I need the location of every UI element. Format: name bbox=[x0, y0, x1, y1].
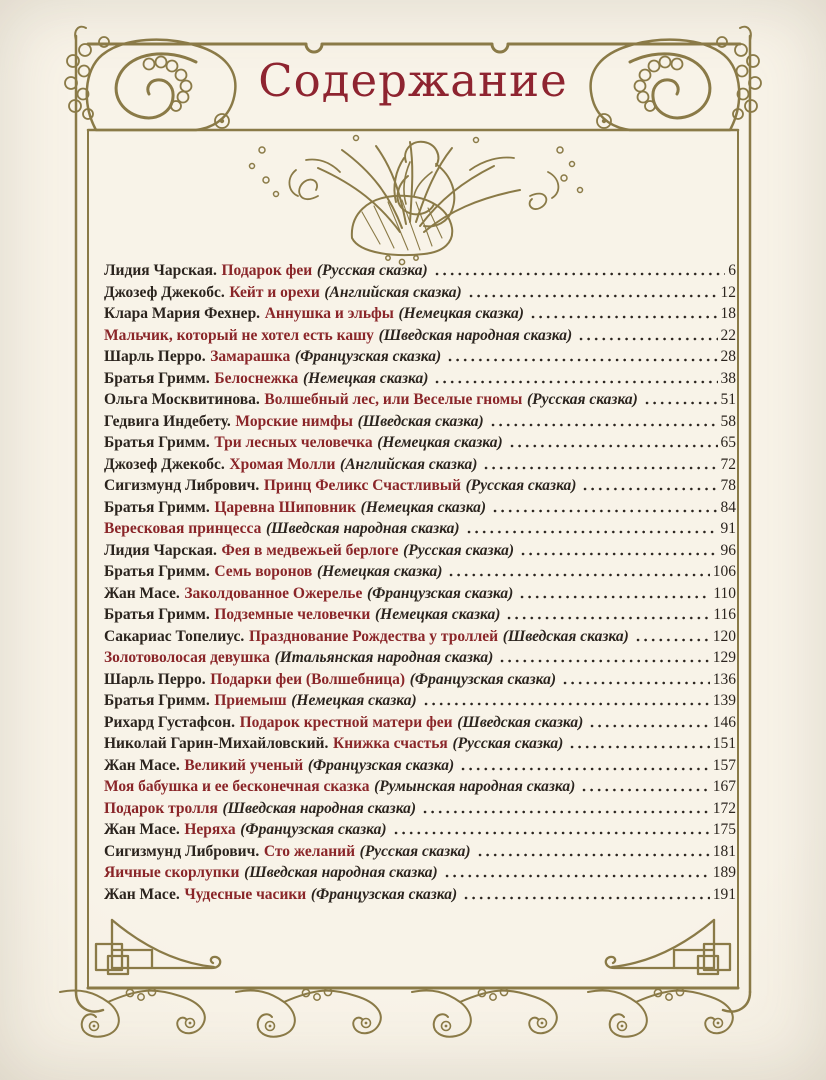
toc-entry-title: Аннушка и эльфы bbox=[264, 305, 394, 322]
toc-entry bbox=[104, 583, 736, 605]
dot-leader bbox=[424, 700, 710, 708]
toc-entry-author: Рихард Густафсон. bbox=[104, 713, 235, 731]
toc-entry-origin: (Румынская народная сказка) bbox=[374, 778, 576, 795]
dot-leader bbox=[394, 829, 710, 837]
toc-entry-origin: (Немецкая сказка) bbox=[398, 305, 524, 322]
toc-entry bbox=[104, 712, 736, 734]
toc-entry-page-number: 167 bbox=[712, 778, 736, 795]
toc-entry-origin: (Немецкая сказка) bbox=[375, 606, 501, 623]
toc-entry-title: Волшебный лес, или Веселые гномы bbox=[264, 391, 523, 408]
toc-entry-origin: (Шведская народная сказка) bbox=[222, 799, 417, 817]
toc-entry bbox=[104, 884, 736, 906]
toc-entry-author: Лидия Чарская. bbox=[104, 262, 217, 279]
toc-entry-page-number: 84 bbox=[720, 498, 736, 516]
toc-entry bbox=[104, 798, 736, 820]
toc-entry-title: Три лесных человечка bbox=[214, 434, 373, 451]
toc-entry-page-number: 151 bbox=[712, 735, 736, 752]
toc-entry-page-number: 136 bbox=[712, 670, 736, 688]
toc-entry-page-number: 96 bbox=[720, 541, 736, 559]
dot-leader bbox=[464, 894, 710, 902]
toc-entry bbox=[104, 626, 736, 648]
toc-entry-origin: (Немецкая сказка) bbox=[360, 498, 487, 516]
toc-entry bbox=[104, 776, 736, 798]
toc-entry bbox=[104, 260, 736, 282]
toc-entry-origin: (Немецкая сказка) bbox=[316, 563, 443, 580]
toc-entry-title: Фея в медвежьей берлоге bbox=[221, 541, 399, 559]
toc-entry-origin: (Английская сказка) bbox=[324, 283, 462, 301]
toc-entry-author: Жан Масе. bbox=[104, 756, 180, 774]
toc-entry-page-number: 146 bbox=[712, 713, 736, 731]
dot-leader bbox=[493, 507, 717, 515]
toc-entry-page-number: 91 bbox=[720, 520, 736, 537]
dot-leader bbox=[423, 808, 710, 816]
toc-entry-origin: (Русская сказка) bbox=[526, 391, 638, 408]
toc-entry bbox=[104, 282, 736, 304]
toc-entry-author: Джозеф Джекобс. bbox=[104, 283, 225, 301]
dot-leader bbox=[570, 743, 709, 751]
toc-entry bbox=[104, 733, 736, 755]
toc-entry-page-number: 116 bbox=[713, 606, 736, 623]
dot-leader bbox=[520, 593, 710, 601]
toc-entry-title: Мальчик, который не хотел есть кашу bbox=[104, 326, 374, 344]
dot-leader bbox=[521, 550, 718, 558]
toc-entry-origin: (Французская сказка) bbox=[294, 348, 442, 365]
toc-entry-author: Сигизмунд Либрович. bbox=[104, 477, 260, 494]
toc-entry-page-number: 157 bbox=[712, 756, 736, 774]
toc-entry-origin: (Русская сказка) bbox=[452, 735, 564, 752]
toc-entry-page-number: 22 bbox=[720, 326, 736, 344]
toc-entry bbox=[104, 475, 736, 497]
toc-entry-author: Жан Масе. bbox=[104, 821, 180, 838]
toc-entry-author: Гедвига Индебету. bbox=[104, 412, 231, 430]
toc-entry-title: Чудесные часики bbox=[184, 885, 307, 903]
toc-entry-author: Лидия Чарская. bbox=[104, 541, 217, 559]
toc-entry-page-number: 175 bbox=[712, 821, 736, 838]
toc-entry-origin: (Немецкая сказка) bbox=[302, 369, 429, 387]
toc-entry-author: Жан Масе. bbox=[104, 584, 180, 602]
toc-list bbox=[104, 260, 736, 905]
seated-fairy-illustration-icon bbox=[250, 136, 583, 265]
toc-entry-author: Братья Гримм. bbox=[104, 498, 210, 516]
dot-leader bbox=[507, 614, 710, 622]
toc-entry-page-number: 139 bbox=[712, 692, 736, 709]
toc-entry-page-number: 51 bbox=[720, 391, 736, 408]
toc-entry-origin: (Русская сказка) bbox=[403, 541, 514, 559]
dot-leader bbox=[500, 657, 709, 665]
toc-entry-title: Неряха bbox=[184, 821, 236, 838]
toc-entry-author: Николай Гарин-Михайловский. bbox=[104, 735, 329, 752]
dot-leader bbox=[491, 421, 718, 429]
dot-leader bbox=[449, 571, 709, 579]
toc-entry bbox=[104, 819, 736, 841]
toc-entry-page-number: 120 bbox=[712, 627, 736, 645]
toc-entry-title: Книжка счастья bbox=[333, 735, 448, 752]
toc-entry-origin: (Французская сказка) bbox=[240, 821, 387, 838]
toc-entry-author: Ольга Москвитинова. bbox=[104, 391, 260, 408]
toc-entry-origin: (Шведская народная сказка) bbox=[244, 864, 438, 881]
toc-entry-page-number: 191 bbox=[712, 885, 736, 903]
wave-scroll-band-icon bbox=[60, 988, 733, 1036]
toc-entry bbox=[104, 647, 736, 669]
toc-entry-author: Братья Гримм. bbox=[104, 563, 210, 580]
toc-entry-author: Сакариас Топелиус. bbox=[104, 627, 245, 645]
toc-entry-title: Празднование Рождества у троллей bbox=[248, 627, 499, 645]
dot-leader bbox=[531, 313, 718, 321]
dot-leader bbox=[445, 872, 710, 880]
toc-entry-title: Золотоволосая девушка bbox=[104, 649, 270, 666]
toc-entry bbox=[104, 841, 736, 863]
toc-entry-author: Шарль Перро. bbox=[104, 348, 206, 365]
toc-entry-page-number: 189 bbox=[712, 864, 736, 881]
toc-entry-page-number: 106 bbox=[712, 563, 736, 580]
toc-entry bbox=[104, 432, 736, 454]
toc-entry bbox=[104, 540, 736, 562]
toc-entry-page-number: 110 bbox=[713, 584, 736, 602]
toc-entry-page-number: 28 bbox=[720, 348, 736, 365]
toc-entry-author: Джозеф Джекобс. bbox=[104, 455, 225, 473]
dot-leader bbox=[645, 399, 718, 407]
toc-entry-title: Хромая Молли bbox=[229, 455, 336, 473]
toc-entry-page-number: 129 bbox=[712, 649, 736, 666]
toc-entry-origin: (Русская сказка) bbox=[359, 842, 471, 860]
toc-entry-title: Моя бабушка и ее бесконечная сказка bbox=[104, 778, 370, 795]
toc-entry-author: Клара Мария Фехнер. bbox=[104, 305, 261, 322]
toc-entry-origin: (Французская сказка) bbox=[409, 670, 557, 688]
geometric-corner-ornament-bottom-left-icon bbox=[96, 920, 220, 974]
toc-entry bbox=[104, 303, 736, 325]
toc-entry-title: Белоснежка bbox=[214, 369, 299, 387]
toc-entry-author: Братья Гримм. bbox=[104, 434, 210, 451]
toc-entry bbox=[104, 454, 736, 476]
toc-entry-origin: (Французская сказка) bbox=[367, 584, 514, 602]
toc-entry bbox=[104, 862, 736, 884]
dot-leader bbox=[448, 356, 717, 364]
toc-entry-author: Братья Гримм. bbox=[104, 369, 210, 387]
dot-leader bbox=[583, 485, 717, 493]
toc-entry-origin: (Шведская сказка) bbox=[357, 412, 484, 430]
toc-entry-author: Шарль Перро. bbox=[104, 670, 206, 688]
toc-entry-title: Подарок феи bbox=[221, 262, 313, 279]
toc-entry bbox=[104, 368, 736, 390]
toc-entry-title: Подарок крестной матери феи bbox=[239, 713, 453, 731]
dot-leader bbox=[461, 765, 710, 773]
toc-entry-page-number: 38 bbox=[720, 369, 736, 387]
toc-entry-title: Великий ученый bbox=[184, 756, 304, 774]
toc-entry-page-number: 172 bbox=[712, 799, 736, 817]
toc-entry-page-number: 12 bbox=[720, 283, 736, 301]
dot-leader bbox=[582, 786, 709, 794]
toc-entry-title: Заколдованное Ожерелье bbox=[184, 584, 363, 602]
toc-entry-origin: (Немецкая сказка) bbox=[377, 434, 503, 451]
toc-entry-origin: (Русская сказка) bbox=[465, 477, 577, 494]
toc-entry-title: Принц Феликс Счастливый bbox=[263, 477, 461, 494]
toc-entry-title: Царевна Шиповник bbox=[214, 498, 357, 516]
toc-entry-origin: (Немецкая сказка) bbox=[291, 692, 417, 709]
dot-leader bbox=[467, 528, 718, 536]
toc-entry bbox=[104, 325, 736, 347]
toc-entry-title: Приемыш bbox=[214, 692, 287, 709]
toc-entry-author: Сигизмунд Либрович. bbox=[104, 842, 260, 860]
dot-leader bbox=[484, 464, 717, 472]
toc-entry-title: Подземные человечки bbox=[214, 606, 371, 623]
toc-entry bbox=[104, 497, 736, 519]
toc-entry-page-number: 6 bbox=[728, 262, 736, 279]
dot-leader bbox=[469, 292, 718, 300]
toc-entry-page-number: 72 bbox=[720, 455, 736, 473]
toc-entry-page-number: 181 bbox=[712, 842, 736, 860]
toc-entry-origin: (Русская сказка) bbox=[316, 262, 428, 279]
toc-entry bbox=[104, 389, 736, 411]
dot-leader bbox=[478, 851, 710, 859]
dot-leader bbox=[590, 722, 709, 730]
toc-entry bbox=[104, 411, 736, 433]
toc-entry-title: Подарок тролля bbox=[104, 799, 218, 817]
toc-entry-title: Подарки феи (Волшебница) bbox=[210, 670, 406, 688]
toc-entry-page-number: 65 bbox=[720, 434, 736, 451]
toc-entry bbox=[104, 561, 736, 583]
toc-entry-origin: (Итальянская народная сказка) bbox=[274, 649, 494, 666]
toc-entry-title: Кейт и орехи bbox=[229, 283, 320, 301]
toc-entry-title: Сто желаний bbox=[263, 842, 356, 860]
toc-entry-title: Замарашка bbox=[210, 348, 291, 365]
toc-entry-origin: (Шведская народная сказка) bbox=[266, 520, 460, 537]
toc-entry bbox=[104, 690, 736, 712]
toc-entry-author: Братья Гримм. bbox=[104, 692, 210, 709]
toc-entry-author: Жан Масе. bbox=[104, 885, 180, 903]
page-title: Содержание bbox=[258, 54, 568, 107]
toc-entry bbox=[104, 518, 736, 540]
toc-entry-origin: (Шведская народная сказка) bbox=[378, 326, 573, 344]
dot-leader bbox=[435, 378, 717, 386]
toc-entry-origin: (Французская сказка) bbox=[307, 756, 455, 774]
toc-entry-title: Морские нимфы bbox=[235, 412, 353, 430]
toc-entry-origin: (Шведская сказка) bbox=[457, 713, 584, 731]
toc-entry-page-number: 78 bbox=[720, 477, 736, 494]
toc-entry-author: Братья Гримм. bbox=[104, 606, 210, 623]
dot-leader bbox=[579, 335, 717, 343]
dot-leader bbox=[563, 679, 710, 687]
toc-entry bbox=[104, 669, 736, 691]
toc-entry bbox=[104, 346, 736, 368]
dot-leader bbox=[636, 636, 710, 644]
toc-entry bbox=[104, 755, 736, 777]
toc-entry-page-number: 58 bbox=[720, 412, 736, 430]
toc-entry-title: Яичные скорлупки bbox=[104, 864, 240, 881]
toc-entry-origin: (Французская сказка) bbox=[310, 885, 458, 903]
toc-entry-title: Вересковая принцесса bbox=[104, 520, 262, 537]
toc-entry bbox=[104, 604, 736, 626]
toc-entry-origin: (Английская сказка) bbox=[340, 455, 478, 473]
toc-entry-origin: (Шведская сказка) bbox=[502, 627, 629, 645]
dot-leader bbox=[510, 442, 718, 450]
toc-entry-page-number: 18 bbox=[720, 305, 736, 322]
dot-leader bbox=[435, 270, 726, 278]
toc-entry-title: Семь воронов bbox=[214, 563, 313, 580]
